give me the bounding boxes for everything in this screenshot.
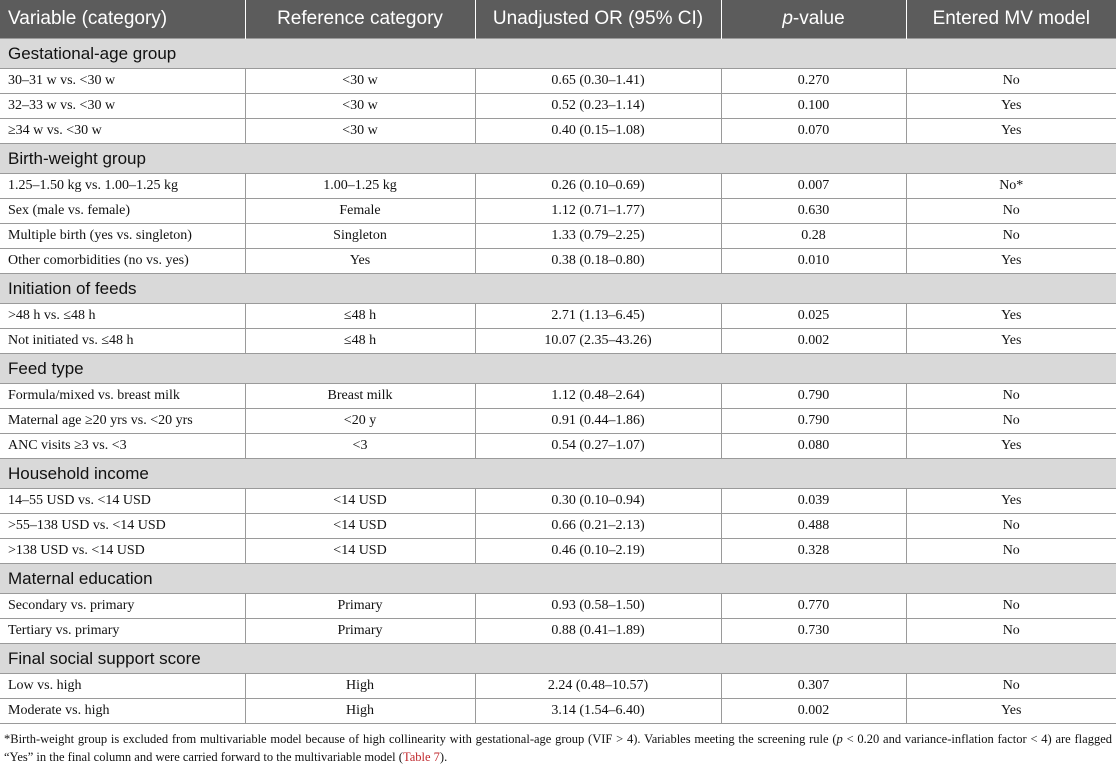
cell-p-value: 0.730 [721, 619, 906, 644]
footnote [0, 724, 1116, 766]
cell-p-value: 0.270 [721, 69, 906, 94]
table-row [0, 199, 1116, 224]
section-title: Feed type [0, 354, 1116, 384]
cell-variable: >55–138 USD vs. <14 USD [0, 514, 245, 539]
cell-reference: <30 w [245, 69, 475, 94]
cell-odds-ratio: 1.33 (0.79–2.25) [475, 224, 721, 249]
cell-variable: Low vs. high [0, 674, 245, 699]
section-title: Final social support score [0, 644, 1116, 674]
cell-variable: 32–33 w vs. <30 w [0, 94, 245, 119]
cell-variable: 14–55 USD vs. <14 USD [0, 489, 245, 514]
cell-p-value: 0.770 [721, 594, 906, 619]
footnote-part2: < 0.20 and variance-inflation factor < 4) are flagged “Yes” in the final column and were carried forward to the multivariable model ( [4, 732, 1112, 764]
cell-mv-entered: Yes [906, 119, 1116, 144]
cell-odds-ratio: 10.07 (2.35–43.26) [475, 329, 721, 354]
table-row [0, 304, 1116, 329]
section-title: Household income [0, 459, 1116, 489]
cell-mv-entered: No [906, 539, 1116, 564]
cell-variable: Formula/mixed vs. breast milk [0, 384, 245, 409]
cell-mv-entered: No [906, 384, 1116, 409]
cell-mv-entered: No* [906, 174, 1116, 199]
cell-p-value: 0.025 [721, 304, 906, 329]
header-or: Unadjusted OR (95% CI) [475, 0, 721, 39]
cell-p-value: 0.28 [721, 224, 906, 249]
cell-reference: Breast milk [245, 384, 475, 409]
cell-mv-entered: No [906, 224, 1116, 249]
cell-odds-ratio: 0.91 (0.44–1.86) [475, 409, 721, 434]
footnote-part1: *Birth-weight group is excluded from multivariable model because of high collinearity with gestational-age group (VIF > 4). Variables meeting the screening rule ( [4, 732, 837, 746]
cell-odds-ratio: 0.30 (0.10–0.94) [475, 489, 721, 514]
cell-variable: Secondary vs. primary [0, 594, 245, 619]
cell-odds-ratio: 0.26 (0.10–0.69) [475, 174, 721, 199]
table-row [0, 594, 1116, 619]
cell-odds-ratio: 0.46 (0.10–2.19) [475, 539, 721, 564]
cell-odds-ratio: 0.38 (0.18–0.80) [475, 249, 721, 274]
header-reference: Reference category [245, 0, 475, 39]
cell-p-value: 0.790 [721, 409, 906, 434]
cell-odds-ratio: 0.54 (0.27–1.07) [475, 434, 721, 459]
cell-p-value: 0.002 [721, 699, 906, 724]
cell-odds-ratio: 0.88 (0.41–1.89) [475, 619, 721, 644]
footnote-p-italic: p [836, 732, 843, 746]
cell-reference: Primary [245, 594, 475, 619]
cell-odds-ratio: 0.40 (0.15–1.08) [475, 119, 721, 144]
cell-variable: 30–31 w vs. <30 w [0, 69, 245, 94]
header-p-rest: -value [792, 8, 845, 29]
cell-variable: >138 USD vs. <14 USD [0, 539, 245, 564]
cell-odds-ratio: 0.93 (0.58–1.50) [475, 594, 721, 619]
footnote-part3: ). [439, 750, 448, 764]
cell-mv-entered: Yes [906, 94, 1116, 119]
cell-mv-entered: No [906, 594, 1116, 619]
cell-mv-entered: Yes [906, 304, 1116, 329]
cell-reference: <30 w [245, 94, 475, 119]
cell-mv-entered: No [906, 514, 1116, 539]
cell-mv-entered: No [906, 619, 1116, 644]
cell-variable: ≥34 w vs. <30 w [0, 119, 245, 144]
cell-p-value: 0.070 [721, 119, 906, 144]
cell-p-value: 0.307 [721, 674, 906, 699]
cell-p-value: 0.007 [721, 174, 906, 199]
section-row [0, 274, 1116, 304]
header-p-italic: p [782, 8, 793, 29]
table-row [0, 619, 1116, 644]
cell-variable: >48 h vs. ≤48 h [0, 304, 245, 329]
cell-p-value: 0.328 [721, 539, 906, 564]
cell-reference: <3 [245, 434, 475, 459]
cell-p-value: 0.630 [721, 199, 906, 224]
table-row [0, 409, 1116, 434]
cell-reference: Singleton [245, 224, 475, 249]
table-row [0, 329, 1116, 354]
cell-variable: Sex (male vs. female) [0, 199, 245, 224]
table-row [0, 249, 1116, 274]
table-row [0, 94, 1116, 119]
header-row [0, 0, 1116, 39]
section-row [0, 144, 1116, 174]
section-row [0, 459, 1116, 489]
cell-reference: 1.00–1.25 kg [245, 174, 475, 199]
table-row [0, 224, 1116, 249]
section-row [0, 354, 1116, 384]
table-row [0, 539, 1116, 564]
table-row [0, 69, 1116, 94]
cell-variable: Moderate vs. high [0, 699, 245, 724]
section-title: Birth-weight group [0, 144, 1116, 174]
section-title: Maternal education [0, 564, 1116, 594]
cell-variable: ANC visits ≥3 vs. <3 [0, 434, 245, 459]
header-mv: Entered MV model [906, 0, 1116, 39]
table-7-link[interactable]: Table 7 [402, 750, 440, 764]
section-row [0, 564, 1116, 594]
header-variable: Variable (category) [0, 0, 245, 39]
header-p-value [721, 0, 906, 39]
cell-mv-entered: Yes [906, 249, 1116, 274]
table-row [0, 514, 1116, 539]
cell-reference: ≤48 h [245, 329, 475, 354]
cell-odds-ratio: 0.66 (0.21–2.13) [475, 514, 721, 539]
cell-p-value: 0.010 [721, 249, 906, 274]
cell-reference: Female [245, 199, 475, 224]
cell-odds-ratio: 2.71 (1.13–6.45) [475, 304, 721, 329]
cell-mv-entered: Yes [906, 489, 1116, 514]
cell-odds-ratio: 3.14 (1.54–6.40) [475, 699, 721, 724]
cell-odds-ratio: 0.65 (0.30–1.41) [475, 69, 721, 94]
cell-reference: <14 USD [245, 539, 475, 564]
section-row [0, 644, 1116, 674]
cell-variable: 1.25–1.50 kg vs. 1.00–1.25 kg [0, 174, 245, 199]
cell-reference: <20 y [245, 409, 475, 434]
section-row [0, 39, 1116, 69]
table-row [0, 674, 1116, 699]
cell-odds-ratio: 1.12 (0.71–1.77) [475, 199, 721, 224]
table-row [0, 174, 1116, 199]
cell-reference: High [245, 674, 475, 699]
cell-variable: Maternal age ≥20 yrs vs. <20 yrs [0, 409, 245, 434]
cell-reference: <30 w [245, 119, 475, 144]
cell-p-value: 0.039 [721, 489, 906, 514]
table-row [0, 699, 1116, 724]
cell-reference: Yes [245, 249, 475, 274]
cell-odds-ratio: 1.12 (0.48–2.64) [475, 384, 721, 409]
cell-p-value: 0.488 [721, 514, 906, 539]
cell-reference: <14 USD [245, 489, 475, 514]
cell-mv-entered: Yes [906, 329, 1116, 354]
cell-mv-entered: Yes [906, 699, 1116, 724]
cell-mv-entered: No [906, 69, 1116, 94]
table-row [0, 119, 1116, 144]
cell-reference: ≤48 h [245, 304, 475, 329]
cell-reference: <14 USD [245, 514, 475, 539]
cell-p-value: 0.790 [721, 384, 906, 409]
table-row [0, 489, 1116, 514]
cell-p-value: 0.002 [721, 329, 906, 354]
cell-mv-entered: No [906, 199, 1116, 224]
cell-reference: High [245, 699, 475, 724]
section-title: Gestational-age group [0, 39, 1116, 69]
cell-odds-ratio: 2.24 (0.48–10.57) [475, 674, 721, 699]
cell-mv-entered: No [906, 409, 1116, 434]
table-body [0, 39, 1116, 724]
cell-variable: Other comorbidities (no vs. yes) [0, 249, 245, 274]
cell-variable: Not initiated vs. ≤48 h [0, 329, 245, 354]
cell-variable: Multiple birth (yes vs. singleton) [0, 224, 245, 249]
cell-variable: Tertiary vs. primary [0, 619, 245, 644]
cell-reference: Primary [245, 619, 475, 644]
section-title: Initiation of feeds [0, 274, 1116, 304]
cell-odds-ratio: 0.52 (0.23–1.14) [475, 94, 721, 119]
cell-mv-entered: No [906, 674, 1116, 699]
table-row [0, 384, 1116, 409]
cell-p-value: 0.100 [721, 94, 906, 119]
table-row [0, 434, 1116, 459]
cell-p-value: 0.080 [721, 434, 906, 459]
cell-mv-entered: Yes [906, 434, 1116, 459]
